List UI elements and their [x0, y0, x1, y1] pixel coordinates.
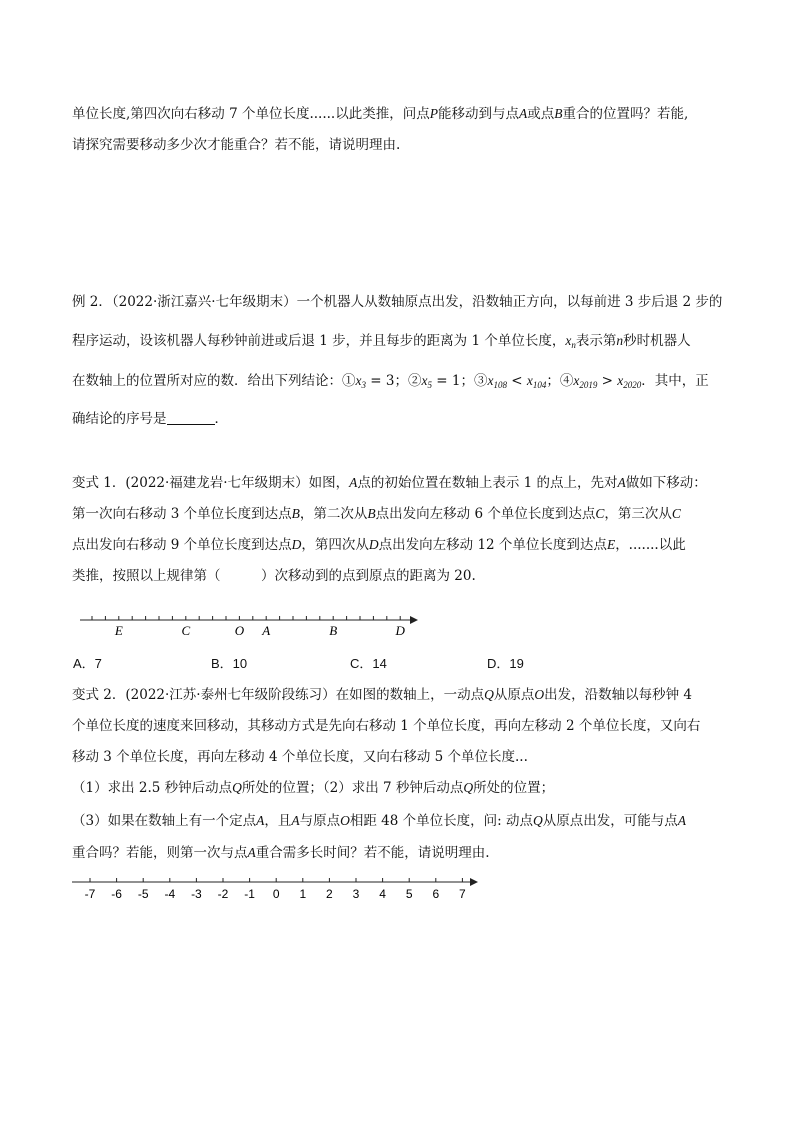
text: 变式 1．(2022·福建龙岩·七年级期末）如图， — [72, 475, 350, 491]
value: = 1 — [431, 373, 461, 389]
var-D: D — [368, 537, 379, 552]
variant1-line-3 — [72, 536, 686, 554]
var-Q: Q — [532, 813, 543, 828]
tick-label: 2 — [326, 887, 333, 901]
variant1-line-4 — [72, 567, 476, 585]
var-x: x — [526, 373, 533, 388]
axis-point-label: D — [395, 623, 405, 638]
text: 相距 48 个单位长度，问: 动点 — [349, 813, 533, 829]
variant2-line-1 — [72, 686, 692, 704]
text: 请探究需要移动多少次才能重合？若不能，请说明理由. — [72, 137, 401, 153]
subscript: 2020 — [623, 380, 642, 390]
var-x: x — [565, 333, 572, 348]
circled-2: ② — [407, 373, 422, 389]
text: （1）求出 2.5 秒钟后动点 — [72, 780, 233, 796]
tick-label: -4 — [164, 887, 176, 901]
tick-label: -3 — [191, 887, 202, 901]
var-x: x — [487, 373, 494, 388]
variant2-line-3 — [72, 748, 528, 766]
choice-c[interactable]: C．14 — [350, 656, 387, 671]
var-A: A — [349, 475, 358, 490]
tick-label: 3 — [352, 887, 360, 901]
var-x: x — [421, 373, 428, 388]
text: 例 2．（2022·浙江嘉兴·七年级期末）一个机器人从数轴原点出发，沿数轴正方向，以每前进 3 步后退 2 步的 — [72, 294, 723, 310]
axis-point-label: B — [329, 623, 338, 638]
example2-line-3 — [72, 372, 709, 394]
text: 所处的位置；（2）求出 7 秒钟后动点 — [241, 780, 464, 796]
answer-blank[interactable] — [167, 412, 215, 425]
text: 从原点出发，可能与点 — [542, 813, 678, 829]
text: ，第四次从 — [301, 537, 369, 553]
var-B: B — [554, 106, 563, 121]
text: ，.......以此 — [615, 537, 686, 553]
tick-label: -7 — [84, 887, 96, 901]
axis-arrow-icon — [410, 616, 418, 624]
text: 程序运动，设该机器人每秒钟前进或后退 1 步，并且每步的距离为 1 个单位长度， — [72, 333, 566, 349]
tick-label: -6 — [111, 887, 122, 901]
tick-label: -5 — [137, 887, 149, 901]
subscript: n — [571, 340, 576, 350]
var-O: O — [340, 813, 350, 828]
text: （3）如果在数轴上有一个定点 — [72, 813, 257, 829]
tick-label: 0 — [272, 887, 280, 901]
axis-point-label: C — [181, 623, 191, 638]
text: ，第二次从 — [299, 506, 368, 522]
tick-label: 5 — [405, 887, 413, 901]
value: = 3 — [366, 373, 395, 389]
text: 类推，按照以上规律第（ ）次移动到的点到原点的距离为 20. — [72, 568, 476, 584]
choice-b[interactable]: B．10 — [211, 656, 248, 671]
axis-point-label: O — [234, 623, 245, 638]
example2-line-4 — [72, 410, 228, 428]
circled-3: ③ — [473, 373, 488, 389]
var-E: E — [606, 537, 616, 552]
text: 确结论的序号是 — [72, 411, 167, 427]
text: ． — [214, 411, 228, 427]
text: 秒时机器人 — [623, 333, 691, 349]
text: ，且 — [264, 813, 292, 829]
text: 出发，沿数轴以每秒钟 4 — [544, 687, 692, 703]
axis-point-label: A — [262, 623, 271, 638]
separator: ； — [394, 373, 408, 389]
operator: < — [506, 373, 527, 389]
variant2-question-3 — [72, 812, 686, 830]
circled-4: ④ — [559, 373, 574, 389]
text: 在数轴上的位置所对应的数．给出下列结论： — [72, 373, 342, 389]
var-C: C — [595, 506, 605, 521]
tick-label: 4 — [379, 887, 386, 901]
subscript: 2019 — [579, 380, 598, 390]
text: 重合吗？若能，则第一次与点 — [72, 845, 248, 861]
number-line-1 — [70, 608, 420, 642]
var-x: x — [355, 373, 362, 388]
text: 变式 2．(2022·江苏·泰州七年级阶段练习）在如图的数轴上，一动点 — [72, 687, 485, 703]
axis-arrow-icon — [470, 878, 478, 886]
number-line-2 — [68, 874, 482, 906]
subscript: 104 — [532, 380, 547, 390]
text: 第一次向右移动 3 个单位长度到达点 — [72, 506, 292, 522]
variant2-question-1-2 — [72, 779, 554, 797]
text: ，第三次从 — [604, 506, 672, 522]
text: 与原点 — [299, 813, 341, 829]
text: 单位长度,第四次向右移动 7 个单位长度......以此类推，问点 — [72, 106, 430, 122]
var-Q: Q — [463, 780, 474, 795]
var-B: B — [291, 506, 300, 521]
text: 重合的位置吗？若能, — [562, 106, 689, 122]
tick-label: 1 — [299, 887, 307, 901]
circled-1: ① — [342, 373, 356, 389]
var-B: B — [367, 506, 376, 521]
text: 做如下移动： — [625, 475, 707, 491]
text: 点出发向左移动 6 个单位长度到达点 — [375, 506, 596, 522]
text: 重合需多长时间？若不能，请说明理由. — [255, 845, 490, 861]
tick-label: 7 — [459, 887, 466, 901]
variant1-line-1 — [72, 474, 707, 492]
text: 表示第 — [575, 333, 617, 349]
var-P: P — [429, 106, 438, 121]
variant2-line-5 — [72, 844, 490, 862]
text: 或点 — [527, 106, 555, 122]
text: 移动 3 个单位长度，再向左移动 4 个单位长度，又向右移动 5 个单位长度... — [72, 749, 528, 765]
text: 能移动到与点 — [437, 106, 519, 122]
text: 个单位长度的速度来回移动，其移动方式是先向右移动 1 个单位长度，再向左移动 2 个单位长度，又向右 — [72, 718, 701, 734]
subscript: 3 — [361, 380, 366, 390]
axis-point-label: E — [114, 623, 123, 638]
var-A: A — [518, 106, 528, 121]
text: 点出发向左移动 12 个单位长度到达点 — [378, 537, 607, 553]
text: ．其中，正 — [641, 373, 709, 389]
var-A: A — [247, 845, 256, 860]
tick-label: 6 — [432, 887, 440, 901]
text: 从原点 — [493, 687, 535, 703]
variant1-line-2 — [72, 505, 681, 523]
choice-a[interactable]: A．7 — [73, 656, 102, 671]
var-x: x — [617, 373, 624, 388]
var-n: n — [616, 333, 624, 348]
continuation-line-2 — [72, 136, 400, 154]
separator: ； — [460, 373, 474, 389]
tick-label: -2 — [217, 887, 229, 901]
subscript: 108 — [493, 380, 507, 390]
var-A: A — [677, 813, 686, 828]
example2-line-1 — [72, 293, 722, 311]
var-A: A — [617, 475, 626, 490]
choice-d[interactable]: D．19 — [487, 656, 524, 671]
var-O: O — [534, 687, 545, 702]
separator: ； — [546, 373, 560, 389]
var-A: A — [256, 813, 265, 828]
text: 点的初始位置在数轴上表示 1 的点上，先对 — [357, 475, 618, 491]
tick-label: -1 — [244, 887, 255, 901]
var-D: D — [291, 537, 302, 552]
var-x: x — [573, 373, 580, 388]
variant2-line-2 — [72, 717, 700, 735]
var-Q: Q — [232, 780, 242, 795]
operator: > — [597, 373, 618, 389]
var-C: C — [671, 506, 681, 521]
continuation-line-1 — [72, 105, 688, 123]
var-Q: Q — [484, 687, 494, 702]
subscript: 5 — [427, 380, 432, 390]
var-A: A — [291, 813, 300, 828]
text: 点出发向右移动 9 个单位长度到达点 — [72, 537, 292, 553]
example2-line-2 — [72, 332, 691, 354]
text: 所处的位置； — [473, 780, 555, 796]
